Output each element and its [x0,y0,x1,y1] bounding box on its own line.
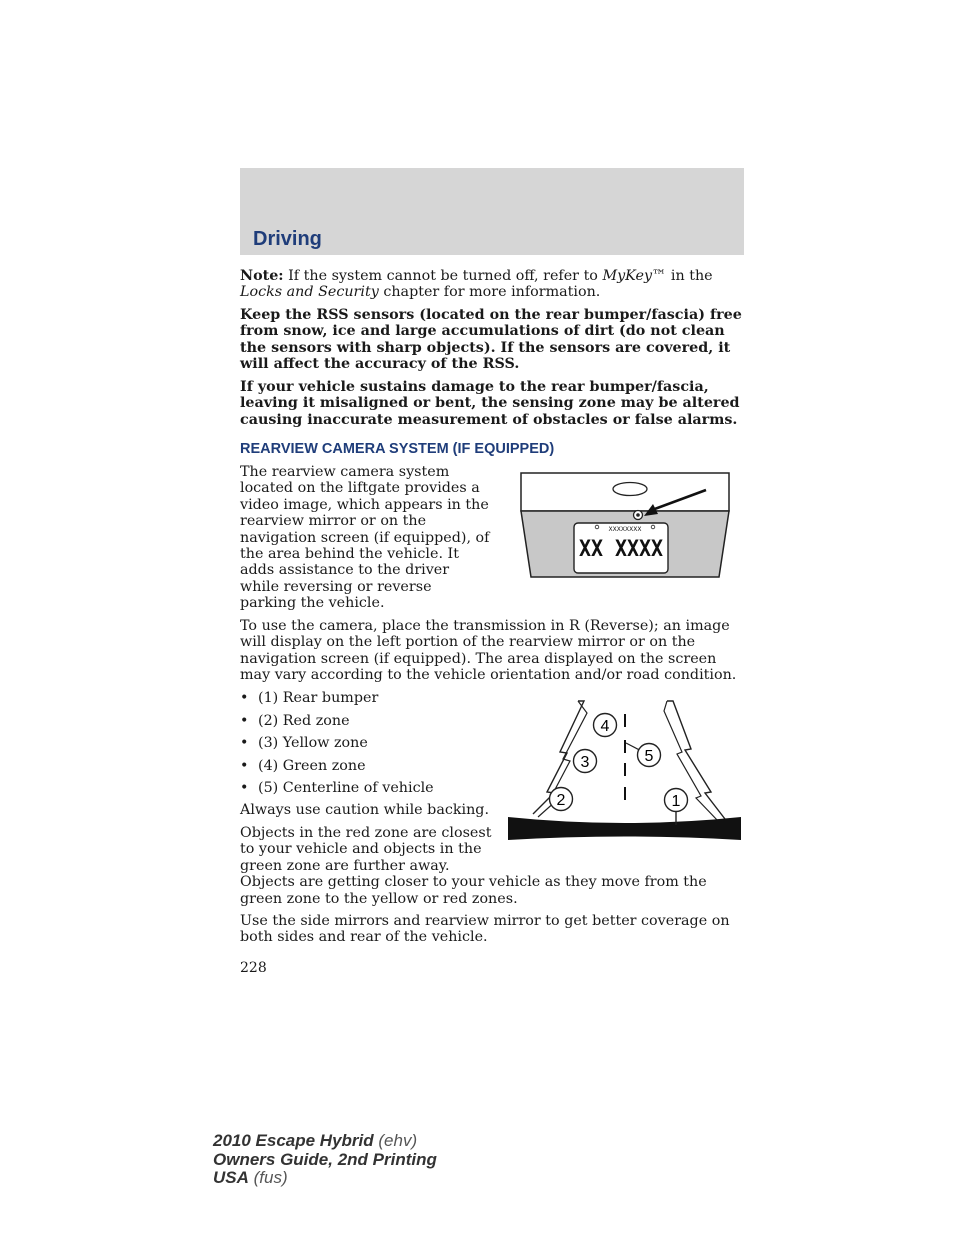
footer-imprint [213,1132,437,1188]
note-text-1: If the system cannot be turned off, refer to [283,268,603,284]
note-paragraph [240,268,746,301]
camera-intro: The rearview camera system located on the liftgate provides a video image, which appears in the rearview mirror or on the navigation screen (if equipped), of the area behind the vehicle. It adds assistance to the driver while reversing or reverse parking the vehicle. [240,464,490,612]
callout-1: 1 [671,793,681,810]
zones-text-wrap [240,825,746,907]
camera-section-heading: REARVIEW CAMERA SYSTEM (IF EQUIPPED) [240,441,555,457]
footer-model: 2010 Escape Hybrid [213,1131,374,1150]
legend-item: • (5) Centerline of vehicle [240,780,434,796]
callout-3: 3 [580,754,590,771]
caution-text: Always use caution while backing. [240,802,490,818]
page-number: 228 [240,960,267,976]
section-header-band [240,168,744,255]
legend-item: • (1) Rear bumper [240,690,379,706]
mirrors-text: Use the side mirrors and rearview mirror to get better coverage on both sides and rear of the vehicle. [240,913,730,946]
section-title: Driving [253,228,322,250]
camera-usage: To use the camera, place the transmission in R (Reverse); an image will display on the left portion of the rearview mirror or on the navigation screen (if equipped). The area displayed on the screen may vary according to the vehicle orientation and/or road condition. [240,618,737,684]
legend-item: • (3) Yellow zone [240,735,368,751]
warning-damage: If your vehicle sustains damage to the rear bumper/fascia, leaving it misaligned or bent, the sensing zone may be altered causing inaccurate measurement of obstacles or false alarms. [240,379,740,428]
footer-market: USA [213,1168,249,1187]
legend-item: • (4) Green zone [240,757,366,774]
callout-2: 2 [556,792,566,809]
zone-legend-list [240,689,434,802]
warning-sensors: Keep the RSS sensors (located on the rear bumper/fascia) free from snow, ice and large accumulations of dirt (do not clean the sensors with sharp objects). If the sensors are covered, it will affect the accuracy of the RSS. [240,307,742,373]
callout-4: 4 [600,718,610,735]
plate-top-text: XXXXXXXX [608,526,642,533]
callout-5: 5 [644,748,654,765]
note-text-2: in the [666,268,713,284]
note-label: Note: [240,268,284,284]
note-mykey: MyKey™ [602,268,667,284]
note-text-3: chapter for more information. [378,284,601,301]
footer-printing: Owners Guide, 2nd Printing [213,1149,437,1169]
camera-zone-figure [505,697,743,843]
plate-main-text: XX XXXX [579,537,663,562]
figure-spacer [502,825,746,874]
footer-model-code: (ehv) [373,1131,418,1150]
footer-market-code: (fus) [248,1168,288,1187]
liftgate-camera-figure [520,472,732,580]
note-chapter-ref: Locks and Security [240,284,379,301]
zones-text: Objects in the red zone are closest to your vehicle and objects in the green zone are further away. Objects are getting closer to your vehicle as they move from the green zone to the yellow or red zones. [240,825,707,907]
legend-item: • (2) Red zone [240,712,350,729]
